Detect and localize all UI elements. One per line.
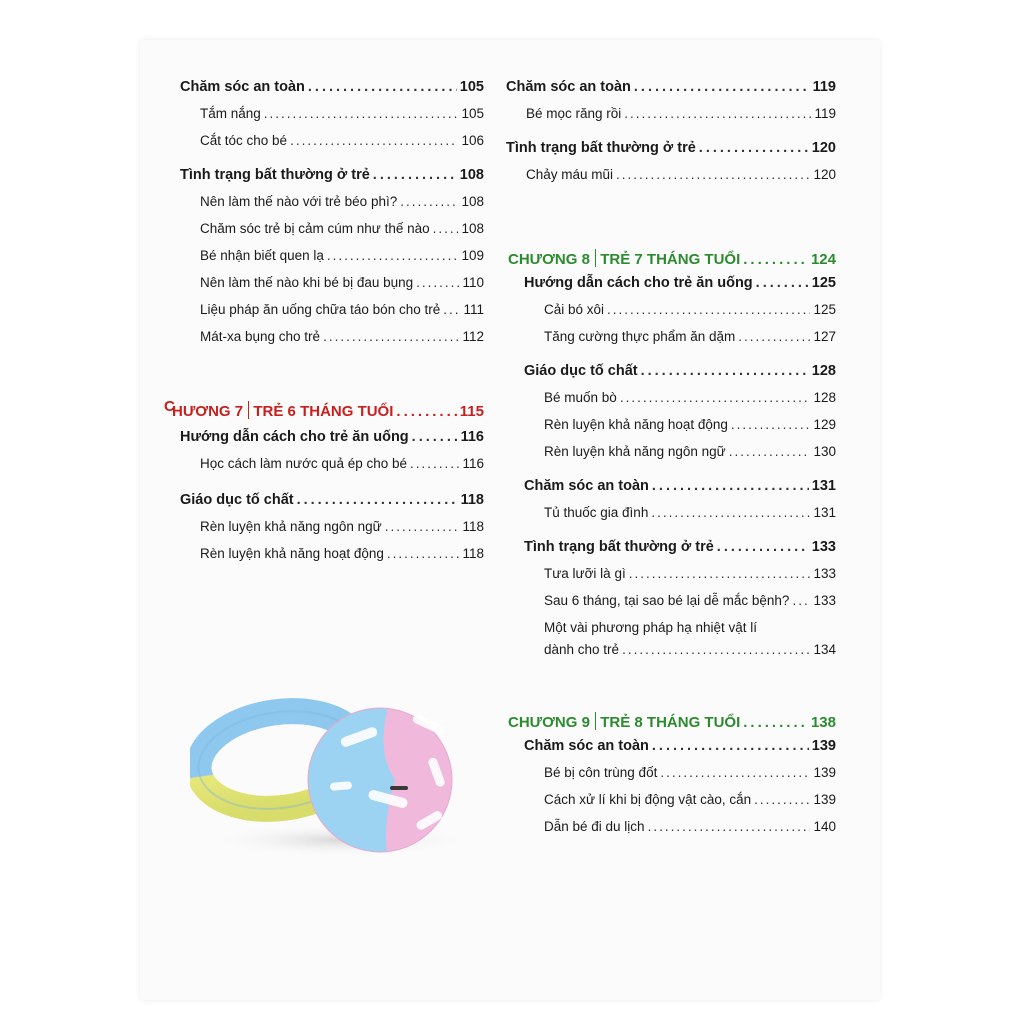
chapter-title: TRẺ 7 THÁNG TUỔI bbox=[600, 251, 741, 268]
toc-section-label: Chăm sóc an toàn bbox=[524, 738, 649, 754]
dot-leader bbox=[699, 137, 809, 159]
toc-section-label: Giáo dục tố chất bbox=[180, 492, 294, 508]
toc-page-number: 105 bbox=[461, 106, 484, 121]
dot-leader bbox=[297, 489, 458, 511]
baby-rattle-illustration bbox=[190, 690, 480, 860]
toc-entry[interactable] bbox=[180, 299, 484, 321]
toc-chapter7-entries bbox=[180, 426, 484, 565]
toc-section-label: Hướng dẫn cách cho trẻ ăn uống bbox=[524, 275, 753, 291]
chapter-label: CHƯƠNG 8 bbox=[508, 251, 590, 268]
dot-leader bbox=[652, 475, 809, 497]
toc-section[interactable] bbox=[506, 360, 836, 382]
dot-leader bbox=[756, 272, 809, 294]
toc-entry-label: Tăng cường thực phẩm ăn dặm bbox=[544, 329, 736, 344]
dot-leader bbox=[443, 299, 460, 321]
toc-page-number: 131 bbox=[811, 478, 836, 494]
dot-leader bbox=[308, 76, 457, 98]
toc-entry[interactable] bbox=[506, 502, 836, 524]
toc-entry[interactable] bbox=[180, 543, 484, 565]
toc-entry-label: Rèn luyện khả năng hoạt động bbox=[200, 546, 384, 561]
toc-entry[interactable] bbox=[180, 453, 484, 475]
toc-entry[interactable] bbox=[506, 164, 836, 186]
toc-page-number: 134 bbox=[813, 642, 836, 657]
toc-page-number: 118 bbox=[462, 546, 484, 561]
toc-entry[interactable] bbox=[180, 272, 484, 294]
toc-entry[interactable] bbox=[506, 441, 836, 463]
chapter-title: TRẺ 8 THÁNG TUỔI bbox=[600, 714, 741, 731]
toc-page-number: 108 bbox=[461, 194, 484, 209]
toc-entry-label: Chảy máu mũi bbox=[526, 167, 614, 182]
toc-page-number: 139 bbox=[811, 738, 836, 754]
chapter-page: 138 bbox=[810, 714, 836, 731]
toc-page-number: 140 bbox=[813, 819, 836, 834]
toc-entry[interactable] bbox=[180, 245, 484, 267]
chapter-page: 124 bbox=[810, 251, 836, 268]
dot-leader bbox=[743, 251, 808, 268]
toc-entry[interactable] bbox=[506, 590, 836, 612]
toc-entry-label-line2: dành cho trẻ bbox=[544, 642, 620, 657]
toc-entry[interactable] bbox=[180, 218, 484, 240]
dot-leader bbox=[290, 130, 458, 152]
toc-entry-label: Tủ thuốc gia đình bbox=[544, 505, 649, 520]
chapter-label: CHƯƠNG 9 bbox=[508, 714, 590, 731]
dot-leader bbox=[629, 563, 811, 585]
toc-entry-label: Rèn luyện khả năng ngôn ngữ bbox=[544, 444, 726, 459]
toc-entry-label: Bé bị côn trùng đốt bbox=[544, 765, 658, 780]
toc-page-number: 128 bbox=[811, 363, 836, 379]
toc-section-label: Chăm sóc an toàn bbox=[506, 79, 631, 95]
chapter-7-heading[interactable] bbox=[164, 398, 484, 420]
toc-page-number: 118 bbox=[462, 519, 484, 534]
dot-leader bbox=[729, 441, 811, 463]
dot-leader bbox=[717, 536, 809, 558]
toc-page-number: 112 bbox=[462, 329, 484, 344]
toc-section[interactable] bbox=[506, 475, 836, 497]
toc-section-label: Chăm sóc an toàn bbox=[180, 79, 305, 95]
toc-section[interactable] bbox=[180, 426, 484, 448]
toc-section[interactable] bbox=[180, 164, 484, 186]
dot-leader bbox=[652, 735, 809, 757]
toc-page-number: 125 bbox=[813, 302, 836, 317]
toc-page-number: 120 bbox=[813, 167, 836, 182]
toc-entry[interactable] bbox=[180, 191, 484, 213]
toc-section[interactable] bbox=[506, 272, 836, 294]
toc-page-number: 109 bbox=[461, 248, 484, 263]
toc-page-number: 120 bbox=[811, 140, 836, 156]
chapter-8-heading[interactable] bbox=[508, 246, 836, 268]
toc-entry[interactable] bbox=[506, 299, 836, 321]
dot-leader bbox=[731, 414, 811, 436]
toc-page-number: 105 bbox=[459, 79, 484, 95]
toc-page-number: 108 bbox=[459, 167, 484, 183]
toc-entry-label: Bé muốn bò bbox=[544, 390, 617, 405]
toc-entry-label: Bé nhận biết quen lạ bbox=[200, 248, 324, 263]
toc-entry-label: Liệu pháp ăn uống chữa táo bón cho trẻ bbox=[200, 302, 441, 317]
toc-section-label: Hướng dẫn cách cho trẻ ăn uống bbox=[180, 429, 409, 445]
toc-section-label: Chăm sóc an toàn bbox=[524, 478, 649, 494]
toc-page-number: 125 bbox=[811, 275, 836, 291]
dot-leader bbox=[327, 245, 459, 267]
toc-entry[interactable] bbox=[180, 326, 484, 348]
toc-entry[interactable] bbox=[180, 130, 484, 152]
toc-entry[interactable] bbox=[506, 387, 836, 409]
toc-chapter9-entries bbox=[506, 735, 836, 838]
dot-leader bbox=[433, 218, 459, 240]
dot-leader bbox=[264, 103, 459, 125]
toc-page-number: 129 bbox=[813, 417, 836, 432]
dot-leader bbox=[792, 590, 810, 612]
dot-leader bbox=[754, 789, 810, 811]
dot-leader bbox=[323, 326, 459, 348]
toc-entry-label: Nên làm thế nào với trẻ béo phì? bbox=[200, 194, 398, 209]
chapter-9-heading[interactable] bbox=[508, 709, 836, 731]
toc-section[interactable] bbox=[506, 735, 836, 757]
toc-page-number: 111 bbox=[463, 302, 484, 317]
toc-entry-label: Chăm sóc trẻ bị cảm cúm như thế nào bbox=[200, 221, 430, 236]
dot-leader bbox=[412, 426, 458, 448]
dot-leader bbox=[416, 272, 459, 294]
toc-entry-label: Rèn luyện khả năng hoạt động bbox=[544, 417, 728, 432]
dot-leader bbox=[648, 816, 811, 838]
chapter-label: HƯƠNG 7 bbox=[172, 403, 244, 420]
toc-right-column bbox=[506, 76, 836, 838]
toc-page-number: 110 bbox=[462, 275, 484, 290]
toc-chapter7-tail bbox=[506, 76, 836, 186]
dot-leader bbox=[620, 387, 811, 409]
chapter-title: TRẺ 6 THÁNG TUỔI bbox=[253, 403, 394, 420]
dot-leader bbox=[616, 164, 810, 186]
dot-leader bbox=[607, 299, 810, 321]
toc-entry-label: Bé mọc răng rồi bbox=[526, 106, 622, 121]
toc-entry[interactable] bbox=[506, 563, 836, 585]
toc-page-number: 128 bbox=[813, 390, 836, 405]
toc-entry[interactable] bbox=[180, 103, 484, 125]
dot-leader bbox=[400, 191, 458, 213]
toc-entry-label: Nên làm thế nào khi bé bị đau bụng bbox=[200, 275, 414, 290]
toc-entry-label: Sau 6 tháng, tại sao bé lại dễ mắc bệnh? bbox=[544, 593, 790, 608]
dot-leader bbox=[634, 76, 810, 98]
toc-section[interactable] bbox=[180, 489, 484, 511]
toc-chapter8-entries bbox=[506, 272, 836, 661]
toc-entry[interactable] bbox=[506, 789, 836, 811]
toc-page-number: 139 bbox=[813, 792, 836, 807]
toc-section[interactable] bbox=[506, 536, 836, 558]
toc-entry-label: Tắm nắng bbox=[200, 106, 261, 121]
toc-entry[interactable] bbox=[506, 762, 836, 784]
toc-entry-line2 bbox=[544, 639, 836, 661]
toc-page-number: 133 bbox=[813, 566, 836, 581]
toc-page-number: 106 bbox=[461, 133, 484, 148]
toc-page-number: 108 bbox=[461, 221, 484, 236]
dot-leader bbox=[651, 502, 810, 524]
toc-left-column bbox=[164, 76, 484, 565]
dot-leader bbox=[410, 453, 459, 475]
toc-section-label: Tình trạng bất thường ở trẻ bbox=[506, 140, 696, 156]
toc-page-number: 119 bbox=[812, 79, 836, 95]
toc-page-number: 118 bbox=[460, 492, 484, 508]
dot-leader bbox=[622, 639, 810, 661]
toc-entry-label: Rèn luyện khả năng ngôn ngữ bbox=[200, 519, 382, 534]
dot-leader bbox=[641, 360, 809, 382]
toc-chapter6-tail bbox=[180, 76, 484, 348]
toc-entry[interactable] bbox=[180, 516, 484, 538]
dot-leader bbox=[385, 516, 460, 538]
toc-page-number: 133 bbox=[811, 539, 836, 555]
dot-leader bbox=[387, 543, 460, 565]
toc-page-number: 130 bbox=[813, 444, 836, 459]
dot-leader bbox=[743, 714, 808, 731]
dot-leader bbox=[738, 326, 810, 348]
toc-page-number: 131 bbox=[813, 505, 836, 520]
toc-section-label: Tình trạng bất thường ở trẻ bbox=[180, 167, 370, 183]
toc-entry[interactable] bbox=[506, 816, 836, 838]
dot-leader bbox=[624, 103, 811, 125]
toc-entry-label: Dẫn bé đi du lịch bbox=[544, 819, 645, 834]
toc-page-number: 127 bbox=[813, 329, 836, 344]
toc-page-number: 119 bbox=[814, 106, 836, 121]
toc-entry[interactable] bbox=[506, 103, 836, 125]
dot-leader bbox=[660, 762, 810, 784]
toc-entry-label: Mát-xa bụng cho trẻ bbox=[200, 329, 321, 344]
toc-page-number: 133 bbox=[813, 593, 836, 608]
toc-section-label: Giáo dục tố chất bbox=[524, 363, 638, 379]
toc-entry[interactable] bbox=[506, 414, 836, 436]
chapter-7-lead-letter: C bbox=[164, 398, 175, 415]
dot-leader bbox=[396, 403, 456, 420]
toc-section[interactable] bbox=[180, 76, 484, 98]
toc-entry-label: Cắt tóc cho bé bbox=[200, 133, 288, 148]
toc-entry[interactable] bbox=[506, 326, 836, 348]
toc-page-number: 116 bbox=[462, 456, 484, 471]
toc-entry-label: Học cách làm nước quả ép cho bé bbox=[200, 456, 408, 471]
toc-page-number: 139 bbox=[813, 765, 836, 780]
chapter-page: 115 bbox=[459, 403, 484, 420]
dot-leader bbox=[373, 164, 457, 186]
toc-section[interactable] bbox=[506, 76, 836, 98]
toc-section[interactable] bbox=[506, 137, 836, 159]
toc-entry-label: Tưa lưỡi là gì bbox=[544, 566, 626, 581]
toc-section-label: Tình trạng bất thường ở trẻ bbox=[524, 539, 714, 555]
toc-entry-label-line1: Một vài phương pháp hạ nhiệt vật lí bbox=[544, 620, 758, 635]
toc-entry[interactable] bbox=[506, 617, 836, 661]
toc-entry-label: Cải bó xôi bbox=[544, 302, 605, 317]
toc-entry-label: Cách xử lí khi bị động vật cào, cắn bbox=[544, 792, 752, 807]
toc-page-number: 116 bbox=[460, 429, 484, 445]
